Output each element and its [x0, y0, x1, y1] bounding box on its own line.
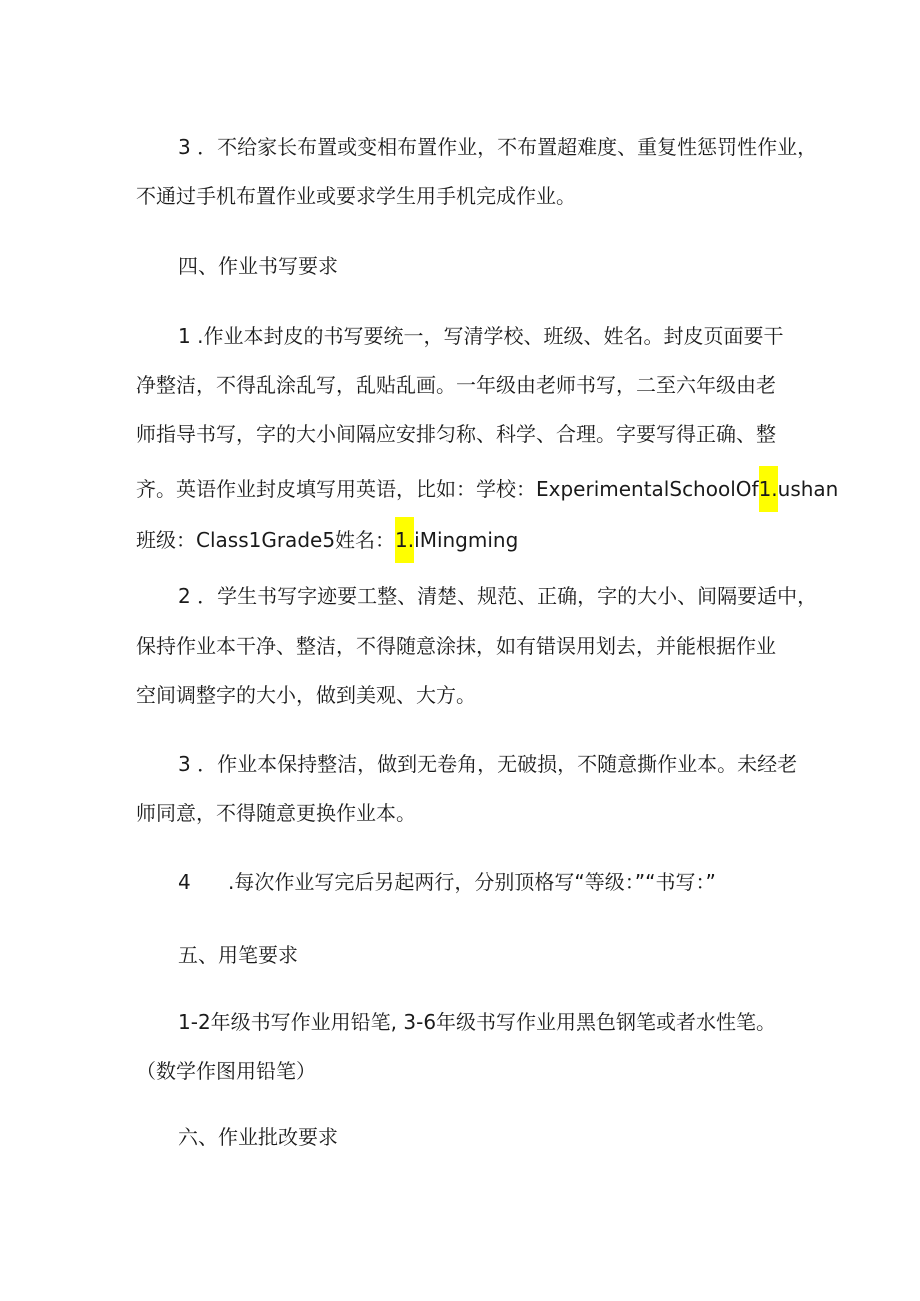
paragraph-writing-3-line-1: 3 ．作业本保持整洁，做到无卷角，无破损，不随意撕作业本。未经老 [178, 752, 798, 776]
english-example-text-end: ushan [777, 477, 839, 501]
section-heading-6: 六、作业批改要求 [178, 1125, 338, 1149]
item-number: 4 [178, 870, 191, 894]
paragraph-writing-2-line-2: 保持作业本干净、整洁，不得随意涂抹，如有错误用划去，并能根据作业 [136, 634, 776, 658]
paragraph-writing-1-line-3: 师指导书写，字的大小间隔应安排匀称、科学、合理。字要写得正确、整 [136, 422, 776, 446]
paragraph-writing-3-line-2: 师同意，不得随意更换作业本。 [136, 801, 416, 825]
section-heading-5: 五、用笔要求 [178, 943, 298, 967]
item-text: .每次作业写完后另起两行，分别顶格写“等级：”“书写：” [228, 870, 716, 894]
paragraph-writing-1-line-5 [136, 517, 518, 563]
paragraph-writing-2-line-1: 2 ．学生书写字迹要工整、清楚、规范、正确，字的大小、间隔要适中， [178, 584, 818, 608]
english-example-text: 齐。英语作业封皮填写用英语，比如：学校：ExperimentalSchoolOf [136, 477, 759, 501]
section-heading-4: 四、作业书写要求 [178, 254, 338, 278]
paragraph-writing-1-line-4 [136, 466, 838, 512]
paragraph-pen-line-1: 1-2年级书写作业用铅笔, 3-6年级书写作业用黑色钢笔或者水性笔。 [178, 1010, 777, 1034]
paragraph-3-line-2: 不通过手机布置作业或要求学生用手机完成作业。 [136, 184, 576, 208]
paragraph-writing-4 [178, 868, 716, 896]
paragraph-writing-2-line-3: 空间调整字的大小，做到美观、大方。 [136, 683, 476, 707]
highlighted-text: 1. [759, 466, 778, 512]
paragraph-writing-1-line-1: 1 .作业本封皮的书写要统一，写清学校、班级、姓名。封皮页面要干 [178, 324, 784, 348]
paragraph-3-line-1: 3 ．不给家长布置或变相布置作业，不布置超难度、重复性惩罚性作业， [178, 135, 818, 159]
paragraph-writing-1-line-2: 净整洁，不得乱涂乱写，乱贴乱画。一年级由老师书写，二至六年级由老 [136, 373, 776, 397]
student-name-text: iMingming [414, 528, 519, 552]
highlighted-text-2: 1. [395, 517, 414, 563]
paragraph-pen-line-2: （数学作图用铅笔） [136, 1059, 316, 1083]
class-name-text: 班级：Class1Grade5姓名： [136, 528, 396, 552]
